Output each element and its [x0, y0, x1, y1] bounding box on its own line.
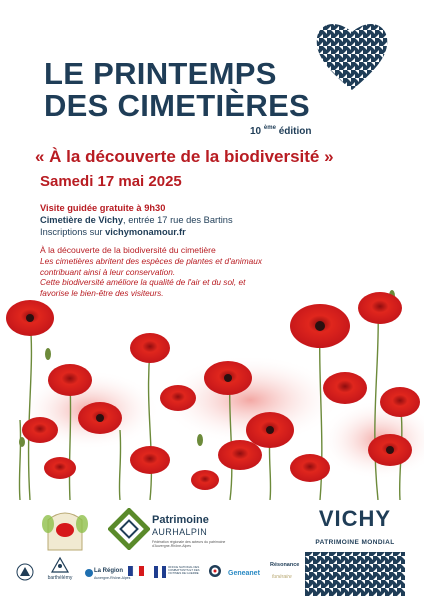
- republique-logo-icon: [128, 566, 144, 576]
- event-subtitle: « À la découverte de la biodiversité »: [35, 147, 334, 166]
- region-label: La Région: [94, 568, 124, 574]
- region-sublabel: Auvergne-Rhône-Alpes: [94, 576, 131, 580]
- office-national-label: OFFICE NATIONAL DES COMBATTANTS ET DES VICTIMES DE GUERRE: [168, 565, 200, 576]
- bartholomy-label: barthélémy: [47, 575, 73, 581]
- office-national-logo-icon: [154, 566, 166, 578]
- resonance-label: Résonance: [270, 562, 300, 568]
- vichy-wordmark: VICHY: [318, 506, 392, 531]
- vichy-pattern-icon: [305, 552, 405, 596]
- target-logo-icon: [208, 564, 222, 578]
- biodiversity-heading: À la découverte de la biodiversité du cimetière: [40, 245, 216, 255]
- signup-prefix: Inscriptions sur: [40, 227, 106, 237]
- signup-link[interactable]: vichymonamour.fr: [105, 227, 186, 237]
- edition-number: 10: [250, 126, 262, 137]
- biodiversity-line-1: Les cimetières abritent des espèces de plantes et d'animaux: [40, 256, 263, 267]
- patrimoine-region: AURHALPIN: [152, 527, 208, 537]
- partner-emblem-icon: [14, 562, 36, 582]
- signup-line: [40, 226, 233, 238]
- biodiversity-line-3: Cette biodiversité améliore la qualité de l'air et du sol, et: [40, 277, 246, 288]
- biodiversity-line-4: favorise le bien-être des visiteurs.: [40, 287, 164, 298]
- patrimoine-aurhalpin-logo: [108, 508, 238, 556]
- bartholomy-logo-icon: [48, 556, 72, 574]
- cemetery-emblem-icon: [40, 506, 90, 554]
- poppy-field-illustration: [0, 287, 424, 500]
- biodiversity-line-2: contribuant ainsi à leur conservation.: [40, 266, 176, 277]
- patrimoine-name: Patrimoine: [152, 514, 209, 526]
- edition-sup: ème: [263, 125, 276, 131]
- vichy-logo: [305, 506, 405, 596]
- visit-place: Cimetière de Vichy: [40, 215, 124, 225]
- patrimoine-tagline: Fédération régionale des acteurs du patrimoine d'Auvergne-Rhône-Alpes: [152, 540, 226, 548]
- patrimoine-diamond-icon: [108, 508, 150, 550]
- title-line-2: DES CIMETIÈRES: [44, 88, 311, 123]
- geneanet-label: Geneanet: [228, 570, 260, 577]
- region-logo-icon: [84, 568, 94, 578]
- heart-logo-icon: [315, 18, 389, 92]
- edition-label: [250, 125, 311, 137]
- visit-info: [40, 202, 233, 238]
- poster-title: [44, 58, 310, 122]
- title-line-1: LE PRINTEMPS: [44, 56, 277, 91]
- event-date: Samedi 17 mai 2025: [40, 173, 182, 190]
- visit-location: [40, 214, 233, 226]
- edition-word: édition: [278, 126, 312, 137]
- visit-address: , entrée 17 rue des Bartins: [123, 215, 233, 225]
- guided-visit-text: Visite guidée gratuite à 9h30: [40, 203, 166, 213]
- vichy-subtitle: PATRIMOINE MONDIAL: [315, 539, 395, 546]
- funeraire-label: funéraire: [272, 574, 292, 580]
